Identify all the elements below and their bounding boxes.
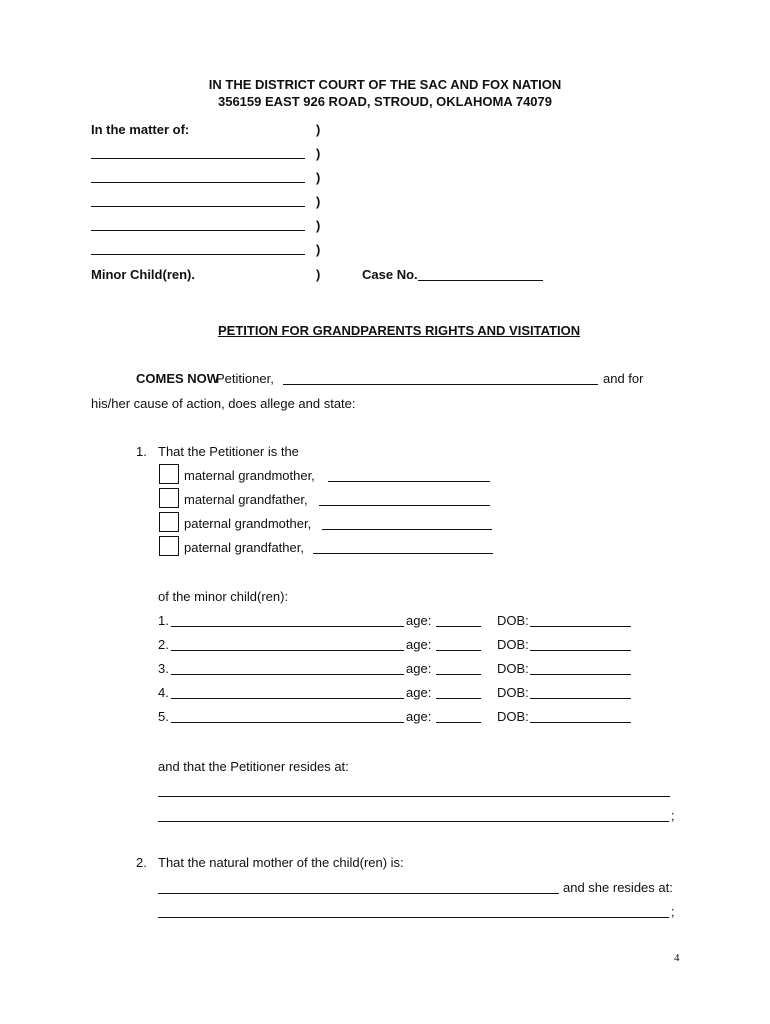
age-line[interactable] xyxy=(436,722,481,723)
caption-paren: ) xyxy=(316,146,321,161)
section-1-number: 1. xyxy=(136,444,147,459)
dob-line[interactable] xyxy=(530,674,631,675)
child-name-line[interactable] xyxy=(171,674,404,675)
of-minor-text: of the minor child(ren): xyxy=(158,589,289,604)
dob-line[interactable] xyxy=(530,626,631,627)
age-line[interactable] xyxy=(436,650,481,651)
dob-label: DOB: xyxy=(497,661,529,676)
comes-now-text: COMES NOW xyxy=(136,371,220,386)
caption-paren: ) xyxy=(316,122,321,137)
option-name-line[interactable] xyxy=(313,553,493,554)
child-number: 2. xyxy=(158,637,169,652)
maternal-grandmother-checkbox[interactable] xyxy=(159,464,179,484)
resides-text: and that the Petitioner resides at: xyxy=(158,759,349,774)
age-label: age: xyxy=(406,709,432,724)
party-name-line[interactable] xyxy=(91,158,305,159)
option-name-line[interactable] xyxy=(322,529,492,530)
age-line[interactable] xyxy=(436,626,481,627)
child-number: 1. xyxy=(158,613,169,628)
age-line[interactable] xyxy=(436,698,481,699)
dob-label: DOB: xyxy=(497,709,529,724)
age-label: age: xyxy=(406,637,432,652)
cause-text: his/her cause of action, does allege and state: xyxy=(91,396,356,411)
court-name: IN THE DISTRICT COURT OF THE SAC AND FOX NATION xyxy=(208,77,562,92)
child-name-line[interactable] xyxy=(171,698,404,699)
caption-paren: ) xyxy=(316,218,321,233)
case-number-label: Case No. xyxy=(362,267,418,282)
child-name-line[interactable] xyxy=(171,722,404,723)
case-number-line[interactable] xyxy=(418,280,543,281)
option-label: paternal grandfather, xyxy=(184,540,304,555)
child-number: 3. xyxy=(158,661,169,676)
option-name-line[interactable] xyxy=(319,505,490,506)
dob-line[interactable] xyxy=(530,698,631,699)
caption-paren: ) xyxy=(316,170,321,185)
caption-paren: ) xyxy=(316,267,321,282)
semicolon: ; xyxy=(671,808,675,823)
dob-label: DOB: xyxy=(497,685,529,700)
petitioner-address-line[interactable] xyxy=(158,796,670,797)
dob-label: DOB: xyxy=(497,613,529,628)
age-label: age: xyxy=(406,661,432,676)
age-label: age: xyxy=(406,613,432,628)
party-name-line[interactable] xyxy=(91,254,305,255)
petitioner-name-line[interactable] xyxy=(283,384,598,385)
mother-name-line[interactable] xyxy=(158,893,559,894)
caption-paren: ) xyxy=(316,242,321,257)
mother-address-line[interactable] xyxy=(158,917,669,918)
option-name-line[interactable] xyxy=(328,481,490,482)
caption-paren: ) xyxy=(316,194,321,209)
court-address: 356159 EAST 926 ROAD, STROUD, OKLAHOMA 74079 xyxy=(217,94,552,109)
dob-line[interactable] xyxy=(530,722,631,723)
petitioner-label: Petitioner, xyxy=(216,371,274,386)
dob-line[interactable] xyxy=(530,650,631,651)
option-label: maternal grandfather, xyxy=(184,492,308,507)
child-number: 4. xyxy=(158,685,169,700)
petition-title: PETITION FOR GRANDPARENTS RIGHTS AND VISITATION xyxy=(218,323,581,338)
option-label: paternal grandmother, xyxy=(184,516,312,531)
and-for-text: and for xyxy=(603,371,644,386)
minor-children-label: Minor Child(ren). xyxy=(91,267,195,282)
matter-label: In the matter of: xyxy=(91,122,190,137)
age-line[interactable] xyxy=(436,674,481,675)
section-1-text: That the Petitioner is the xyxy=(158,444,299,459)
child-name-line[interactable] xyxy=(171,626,404,627)
age-label: age: xyxy=(406,685,432,700)
paternal-grandmother-checkbox[interactable] xyxy=(159,512,179,532)
section-2-text: That the natural mother of the child(ren) is: xyxy=(158,855,404,870)
dob-label: DOB: xyxy=(497,637,529,652)
semicolon: ; xyxy=(671,904,675,919)
party-name-line[interactable] xyxy=(91,182,305,183)
child-number: 5. xyxy=(158,709,169,724)
paternal-grandfather-checkbox[interactable] xyxy=(159,536,179,556)
she-resides-text: and she resides at: xyxy=(563,880,673,895)
page-number: 4 xyxy=(674,952,680,964)
maternal-grandfather-checkbox[interactable] xyxy=(159,488,179,508)
petitioner-address-line[interactable] xyxy=(158,821,669,822)
section-2-number: 2. xyxy=(136,855,147,870)
option-label: maternal grandmother, xyxy=(184,468,315,483)
child-name-line[interactable] xyxy=(171,650,404,651)
party-name-line[interactable] xyxy=(91,230,305,231)
party-name-line[interactable] xyxy=(91,206,305,207)
